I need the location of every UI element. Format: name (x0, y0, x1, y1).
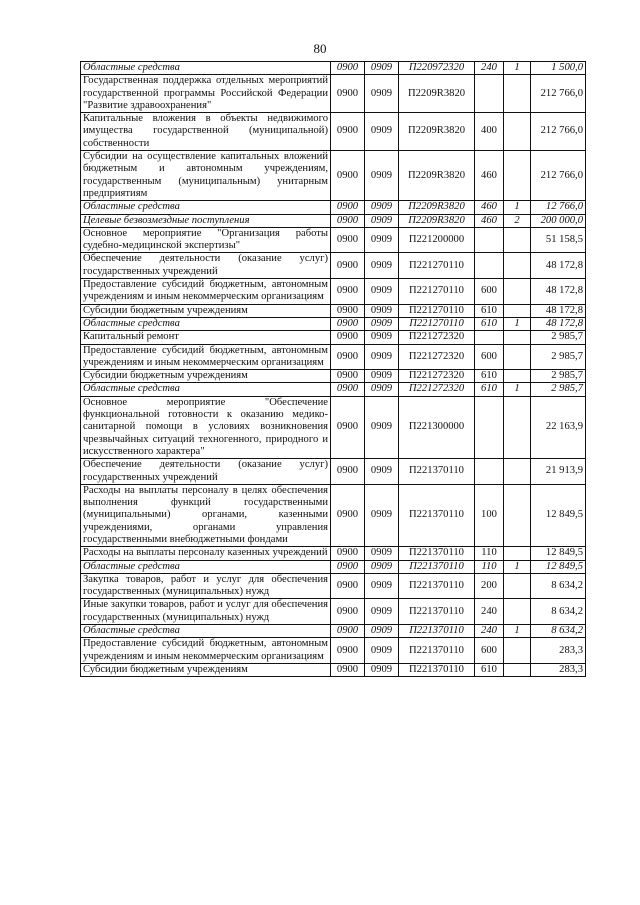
row-target-article-cell: П221370110 (399, 599, 475, 625)
row-funding-source-cell (504, 304, 531, 317)
row-expense-type-cell (475, 227, 504, 253)
row-ministry-code-cell: 0900 (331, 625, 365, 638)
row-name-cell: Субсидии бюджетным учреждениям (81, 304, 331, 317)
row-expense-type-cell: 460 (475, 151, 504, 201)
row-amount-cell: 48 172,8 (531, 317, 586, 330)
row-name-cell: Областные средства (81, 201, 331, 214)
row-expense-type-cell: 400 (475, 113, 504, 151)
table-row (81, 573, 586, 599)
row-expense-type-cell: 200 (475, 573, 504, 599)
row-amount-cell: 51 158,5 (531, 227, 586, 253)
row-amount-cell: 1 500,0 (531, 62, 586, 75)
row-amount-cell: 12 849,5 (531, 484, 586, 546)
row-section-code-cell: 0909 (365, 62, 399, 75)
row-section-code-cell: 0909 (365, 253, 399, 279)
table-row (81, 227, 586, 253)
row-amount-cell: 12 849,5 (531, 547, 586, 560)
row-ministry-code-cell: 0900 (331, 383, 365, 396)
row-target-article-cell: П221370110 (399, 560, 475, 573)
row-funding-source-cell (504, 396, 531, 458)
row-ministry-code-cell: 0900 (331, 484, 365, 546)
row-section-code-cell: 0909 (365, 227, 399, 253)
row-name-cell: Субсидии бюджетным учреждениям (81, 663, 331, 676)
row-ministry-code-cell: 0900 (331, 459, 365, 485)
row-funding-source-cell (504, 459, 531, 485)
table-row (81, 638, 586, 664)
row-section-code-cell: 0909 (365, 599, 399, 625)
row-expense-type-cell: 600 (475, 638, 504, 664)
row-name-cell: Целевые безвозмездные поступления (81, 214, 331, 227)
table-row (81, 317, 586, 330)
row-funding-source-cell (504, 638, 531, 664)
row-target-article-cell: П221370110 (399, 638, 475, 664)
row-target-article-cell: П220972320 (399, 62, 475, 75)
row-target-article-cell: П221272320 (399, 383, 475, 396)
row-funding-source-cell: 2 (504, 214, 531, 227)
table-row (81, 547, 586, 560)
row-target-article-cell: П221300000 (399, 396, 475, 458)
row-ministry-code-cell: 0900 (331, 599, 365, 625)
row-target-article-cell: П221370110 (399, 625, 475, 638)
row-target-article-cell: П221370110 (399, 573, 475, 599)
budget-table (80, 61, 586, 677)
row-funding-source-cell: 1 (504, 560, 531, 573)
row-amount-cell: 212 766,0 (531, 151, 586, 201)
row-target-article-cell: П221270110 (399, 279, 475, 305)
row-target-article-cell: П2209R3820 (399, 214, 475, 227)
row-target-article-cell: П2209R3820 (399, 75, 475, 113)
row-name-cell: Областные средства (81, 625, 331, 638)
row-expense-type-cell: 240 (475, 625, 504, 638)
row-funding-source-cell: 1 (504, 625, 531, 638)
row-section-code-cell: 0909 (365, 151, 399, 201)
row-amount-cell: 48 172,8 (531, 253, 586, 279)
row-funding-source-cell: 1 (504, 201, 531, 214)
table-row (81, 383, 586, 396)
row-expense-type-cell: 600 (475, 344, 504, 370)
table-row (81, 599, 586, 625)
row-expense-type-cell (475, 331, 504, 344)
row-expense-type-cell: 610 (475, 370, 504, 383)
row-name-cell: Расходы на выплаты персоналу в целях обеспечения выполнения функций государственными (муниципальными) органами, казенными учреждениями, органами управления государственными внебюджетными фондами (81, 484, 331, 546)
row-section-code-cell: 0909 (365, 201, 399, 214)
row-funding-source-cell: 1 (504, 62, 531, 75)
row-expense-type-cell: 610 (475, 304, 504, 317)
row-ministry-code-cell: 0900 (331, 151, 365, 201)
row-ministry-code-cell: 0900 (331, 227, 365, 253)
row-funding-source-cell (504, 253, 531, 279)
row-funding-source-cell (504, 227, 531, 253)
row-name-cell: Расходы на выплаты персоналу казенных учреждений (81, 547, 331, 560)
row-target-article-cell: П221270110 (399, 253, 475, 279)
row-amount-cell: 2 985,7 (531, 383, 586, 396)
row-amount-cell: 283,3 (531, 638, 586, 664)
row-ministry-code-cell: 0900 (331, 62, 365, 75)
row-name-cell: Предоставление субсидий бюджетным, автономным учреждениям и иным некоммерческим организациям (81, 638, 331, 664)
row-section-code-cell: 0909 (365, 279, 399, 305)
table-row (81, 304, 586, 317)
row-amount-cell: 48 172,8 (531, 304, 586, 317)
row-expense-type-cell: 100 (475, 484, 504, 546)
table-row (81, 396, 586, 458)
row-funding-source-cell (504, 663, 531, 676)
row-target-article-cell: П221272320 (399, 344, 475, 370)
row-expense-type-cell (475, 459, 504, 485)
row-name-cell: Капитальные вложения в объекты недвижимого имущества государственной (муниципальной) собственности (81, 113, 331, 151)
page-number: 80 (313, 41, 327, 56)
row-ministry-code-cell: 0900 (331, 396, 365, 458)
row-ministry-code-cell: 0900 (331, 317, 365, 330)
table-body (81, 62, 586, 677)
row-target-article-cell: П221370110 (399, 547, 475, 560)
row-target-article-cell: П2209R3820 (399, 151, 475, 201)
row-section-code-cell: 0909 (365, 663, 399, 676)
row-name-cell: Основное мероприятие "Организация работы судебно-медицинской экспертизы" (81, 227, 331, 253)
row-target-article-cell: П221272320 (399, 370, 475, 383)
row-amount-cell: 2 985,7 (531, 344, 586, 370)
row-funding-source-cell (504, 599, 531, 625)
row-amount-cell: 12 849,5 (531, 560, 586, 573)
row-section-code-cell: 0909 (365, 370, 399, 383)
row-section-code-cell: 0909 (365, 638, 399, 664)
table-row (81, 625, 586, 638)
row-name-cell: Областные средства (81, 317, 331, 330)
row-ministry-code-cell: 0900 (331, 344, 365, 370)
table-row (81, 75, 586, 113)
row-ministry-code-cell: 0900 (331, 304, 365, 317)
row-expense-type-cell: 110 (475, 547, 504, 560)
table-row (81, 214, 586, 227)
row-amount-cell: 2 985,7 (531, 370, 586, 383)
row-amount-cell: 283,3 (531, 663, 586, 676)
row-ministry-code-cell: 0900 (331, 214, 365, 227)
row-section-code-cell: 0909 (365, 484, 399, 546)
row-name-cell: Иные закупки товаров, работ и услуг для обеспечения государственных (муниципальных) нужд (81, 599, 331, 625)
row-target-article-cell: П221370110 (399, 663, 475, 676)
row-name-cell: Областные средства (81, 560, 331, 573)
row-name-cell: Основное мероприятие "Обеспечение функциональной готовности к оказанию медико-санитарной помощи в условиях возникновения чрезвычайных ситуаций техногенного, природного и искусственного характера" (81, 396, 331, 458)
row-ministry-code-cell: 0900 (331, 279, 365, 305)
row-ministry-code-cell: 0900 (331, 370, 365, 383)
table-row (81, 253, 586, 279)
table-row (81, 113, 586, 151)
row-amount-cell: 22 163,9 (531, 396, 586, 458)
row-section-code-cell: 0909 (365, 560, 399, 573)
row-section-code-cell: 0909 (365, 547, 399, 560)
row-section-code-cell: 0909 (365, 573, 399, 599)
row-target-article-cell: П2209R3820 (399, 201, 475, 214)
row-funding-source-cell (504, 113, 531, 151)
row-expense-type-cell: 240 (475, 62, 504, 75)
row-name-cell: Обеспечение деятельности (оказание услуг) государственных учреждений (81, 459, 331, 485)
row-expense-type-cell: 610 (475, 663, 504, 676)
row-funding-source-cell (504, 279, 531, 305)
row-expense-type-cell (475, 396, 504, 458)
row-name-cell: Субсидии на осуществление капитальных вложений бюджетным и автономным учреждениям, государственным (муниципальным) унитарным предприятиям (81, 151, 331, 201)
table-row (81, 560, 586, 573)
row-section-code-cell: 0909 (365, 75, 399, 113)
row-funding-source-cell (504, 370, 531, 383)
row-target-article-cell: П221370110 (399, 459, 475, 485)
row-ministry-code-cell: 0900 (331, 113, 365, 151)
row-ministry-code-cell: 0900 (331, 638, 365, 664)
table-row (81, 663, 586, 676)
row-name-cell: Областные средства (81, 383, 331, 396)
row-name-cell: Государственная поддержка отдельных мероприятий государственной программы Российской Федерации "Развитие здравоохранения" (81, 75, 331, 113)
row-target-article-cell: П221370110 (399, 484, 475, 546)
row-section-code-cell: 0909 (365, 331, 399, 344)
table-row (81, 370, 586, 383)
table-row (81, 62, 586, 75)
row-amount-cell: 48 172,8 (531, 279, 586, 305)
row-section-code-cell: 0909 (365, 304, 399, 317)
table-row (81, 459, 586, 485)
row-name-cell: Капитальный ремонт (81, 331, 331, 344)
row-section-code-cell: 0909 (365, 396, 399, 458)
row-expense-type-cell (475, 75, 504, 113)
table-row (81, 344, 586, 370)
row-ministry-code-cell: 0900 (331, 201, 365, 214)
row-section-code-cell: 0909 (365, 113, 399, 151)
row-section-code-cell: 0909 (365, 459, 399, 485)
row-amount-cell: 12 766,0 (531, 201, 586, 214)
row-funding-source-cell (504, 547, 531, 560)
row-amount-cell: 21 913,9 (531, 459, 586, 485)
row-ministry-code-cell: 0900 (331, 75, 365, 113)
table-row (81, 331, 586, 344)
row-section-code-cell: 0909 (365, 214, 399, 227)
row-funding-source-cell (504, 75, 531, 113)
row-funding-source-cell (504, 344, 531, 370)
row-expense-type-cell: 240 (475, 599, 504, 625)
row-section-code-cell: 0909 (365, 383, 399, 396)
row-funding-source-cell (504, 484, 531, 546)
row-name-cell: Закупка товаров, работ и услуг для обеспечения государственных (муниципальных) нужд (81, 573, 331, 599)
row-name-cell: Обеспечение деятельности (оказание услуг) государственных учреждений (81, 253, 331, 279)
row-expense-type-cell: 610 (475, 317, 504, 330)
row-ministry-code-cell: 0900 (331, 560, 365, 573)
row-amount-cell: 8 634,2 (531, 573, 586, 599)
row-amount-cell: 2 985,7 (531, 331, 586, 344)
row-expense-type-cell: 460 (475, 201, 504, 214)
row-expense-type-cell: 600 (475, 279, 504, 305)
row-name-cell: Предоставление субсидий бюджетным, автономным учреждениям и иным некоммерческим организациям (81, 344, 331, 370)
row-section-code-cell: 0909 (365, 625, 399, 638)
row-expense-type-cell: 110 (475, 560, 504, 573)
row-funding-source-cell (504, 151, 531, 201)
row-amount-cell: 8 634,2 (531, 625, 586, 638)
row-expense-type-cell (475, 253, 504, 279)
row-funding-source-cell: 1 (504, 383, 531, 396)
table-row (81, 279, 586, 305)
row-name-cell: Областные средства (81, 62, 331, 75)
row-ministry-code-cell: 0900 (331, 573, 365, 599)
row-ministry-code-cell: 0900 (331, 547, 365, 560)
row-funding-source-cell (504, 331, 531, 344)
row-target-article-cell: П2209R3820 (399, 113, 475, 151)
row-name-cell: Предоставление субсидий бюджетным, автономным учреждениям и иным некоммерческим организациям (81, 279, 331, 305)
row-name-cell: Субсидии бюджетным учреждениям (81, 370, 331, 383)
row-target-article-cell: П221272320 (399, 331, 475, 344)
row-amount-cell: 8 634,2 (531, 599, 586, 625)
table-row (81, 484, 586, 546)
row-section-code-cell: 0909 (365, 344, 399, 370)
row-amount-cell: 212 766,0 (531, 113, 586, 151)
row-amount-cell: 212 766,0 (531, 75, 586, 113)
row-funding-source-cell: 1 (504, 317, 531, 330)
row-target-article-cell: П221270110 (399, 304, 475, 317)
row-section-code-cell: 0909 (365, 317, 399, 330)
row-expense-type-cell: 610 (475, 383, 504, 396)
row-funding-source-cell (504, 573, 531, 599)
row-target-article-cell: П221270110 (399, 317, 475, 330)
row-ministry-code-cell: 0900 (331, 253, 365, 279)
row-amount-cell: 200 000,0 (531, 214, 586, 227)
row-ministry-code-cell: 0900 (331, 663, 365, 676)
table-row (81, 151, 586, 201)
row-target-article-cell: П221200000 (399, 227, 475, 253)
row-ministry-code-cell: 0900 (331, 331, 365, 344)
row-expense-type-cell: 460 (475, 214, 504, 227)
table-row (81, 201, 586, 214)
